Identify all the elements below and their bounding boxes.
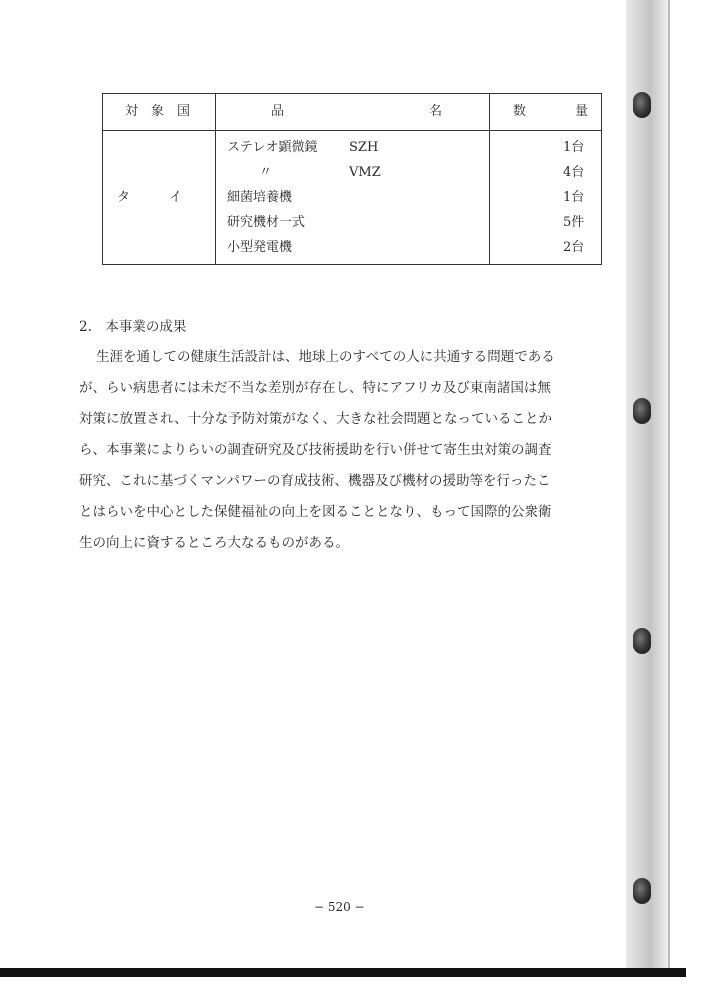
item-model: SZH [349,140,379,155]
binder-ring [633,878,651,904]
binder-strip [626,0,670,968]
item-quantity: 5件 [563,215,585,230]
item-model: VMZ [349,165,381,180]
page-bottom-bar [0,968,686,977]
item-quantity: 1台 [563,140,585,155]
item-name: 小型発電機 [227,240,293,255]
paragraph-line: とはらいを中心とした保健福祉の向上を図ることとなり、もって国際的公衆衛 [79,504,552,520]
section-heading: 2. 本事業の成果 [79,319,187,335]
paragraph-line: が、らい病患者には未だ不当な差別が存在し、特にアフリカ及び東南諸国は無 [79,380,551,396]
country-cell: タ イ [117,190,183,205]
paragraph-line: ら、本事業によりらいの調査研究及び技術援助を行い併せて寄生虫対策の調査 [79,442,552,458]
header-item-part1: 品 [271,104,285,119]
header-quantity-part1: 数 [513,104,527,119]
header-country: 対 象 国 [125,104,191,119]
item-name: 〃 [259,165,273,180]
binder-ring [633,92,651,118]
paragraph-line: 生涯を通しての健康生活設計は、地球上のすべての人に共通する問題である [96,349,555,365]
item-name: 細菌培養機 [227,190,293,205]
item-quantity: 2台 [563,240,585,255]
page-number: − 520 − [314,900,365,914]
paragraph-line: 対策に放置され、十分な予防対策がなく、大きな社会問題となっていることか [79,411,553,427]
paragraph-line: 生の向上に資するところ大なるものがある。 [79,535,349,551]
header-item-part2: 名 [429,104,443,119]
binder-ring [633,628,651,654]
table-column-divider [489,94,490,264]
item-name: ステレオ顕微鏡 [227,140,318,155]
table-header-divider [103,130,601,131]
header-quantity-part2: 量 [575,104,589,119]
equipment-table [102,93,602,265]
binder-ring [633,398,651,424]
paragraph-line: 研究、これに基づくマンパワーの育成技術、機器及び機材の援助等を行ったこ [79,473,551,489]
table-column-divider [215,94,216,264]
binder-edge [668,0,670,968]
item-name: 研究機材一式 [227,215,306,230]
item-quantity: 4台 [563,165,585,180]
item-quantity: 1台 [563,190,585,205]
